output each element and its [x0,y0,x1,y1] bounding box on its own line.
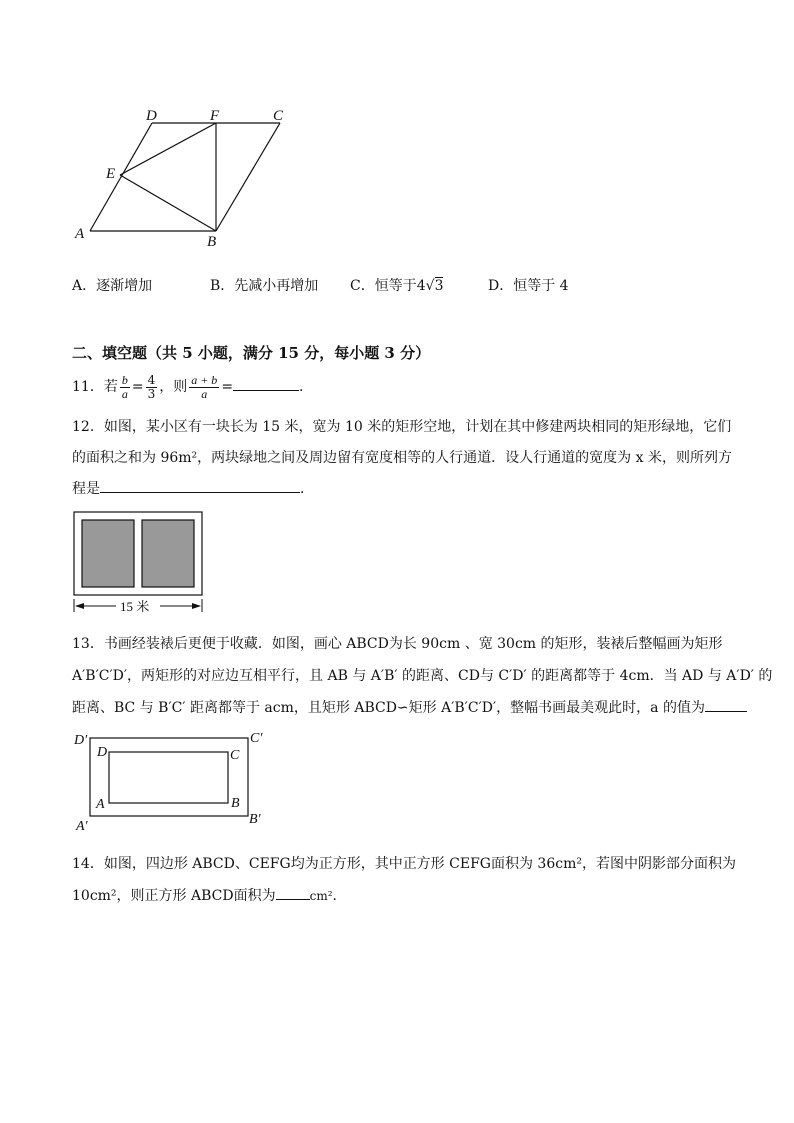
q13-line2: A′B′C′D′，两矩形的对应边互相平行，且 AB 与 A′B′ 的距离、CD与 C′D′ 的距离都等于 4cm．当 AD 与 A′D′ 的 [72,668,773,684]
choice-b: B．先减小再增加 [210,278,319,294]
choice-c-prefix: C．恒等于 [350,278,417,294]
sqrt-symbol: √ [425,278,435,294]
label-A-inner: A [96,797,105,812]
q14-line2 [72,885,347,905]
q12-line3-prefix: 程是 [72,481,100,497]
q11-frac2-num: 4 [147,372,156,387]
q11-number: 11．若 [72,379,118,395]
q13-answer-blank[interactable] [705,711,747,712]
label-Bp: B′ [249,812,261,827]
choice-d: D．恒等于 4 [488,278,569,294]
q11-answer-blank[interactable] [233,390,299,391]
parallelogram-figure [70,100,300,260]
label-F: F [210,108,220,124]
q12-line1: 12．如图，某小区有一块长为 15 米，宽为 10 米的矩形空地，计划在其中修建两块相同的矩形绿地，它们 [72,419,732,435]
q11-frac3-num: a + b [191,372,218,387]
q11-frac-ab-over-a [189,374,219,401]
green-plot-right [142,520,194,587]
label-C-inner: C [230,748,240,763]
q12-dimension-label: 15 米 [120,599,150,614]
label-D-inner: D [97,745,108,760]
q14-answer-blank[interactable] [276,899,310,900]
q11-frac3-den: a [201,386,208,401]
label-D: D [146,108,157,124]
q14-line1: 14．如图，四边形 ABCD、CEFG均为正方形，其中正方形 CEFG面积为 36cm²，若图中阴影部分面积为 [72,856,736,872]
q11-end: . [299,379,304,395]
choice-c-value: 4 [416,278,426,294]
q11-mid: ，则 [159,379,188,395]
q13-figure [70,728,280,833]
choice-c [350,275,443,295]
q11-frac1-num: b [121,372,128,387]
q13-line1: 13．书画经装裱后更便于收藏．如图，画心 ABCD为长 90cm 、宽 30cm 的矩形，装裱后整幅画为矩形 [72,636,723,652]
label-A: A [75,226,85,242]
green-plot-left [82,520,134,587]
label-Cp: C′ [250,731,263,746]
section-heading: 二、填空题（共 5 小题，满分 15 分，每小题 3 分） [72,344,431,362]
label-E: E [106,166,116,182]
choice-a: A．逐渐增加 [72,278,153,294]
q11-frac-4-over-3 [146,374,158,401]
question-11 [72,372,304,402]
q12-answer-blank[interactable] [100,492,300,493]
q14-unit: cm² [309,889,333,903]
q11-frac2-den: 3 [147,386,156,401]
q13-line3-text: 距离、BC 与 B′C′ 距离都等于 acm，且矩形 ABCD∽矩形 A′B′C′D′，整幅书画最美观此时，a 的值为 [72,700,705,716]
choice-c-root: 3 [434,278,444,294]
q11-frac1-den: a [121,386,128,401]
q12-figure [72,510,207,615]
q13-line3 [72,697,747,717]
q12-line2: 的面积之和为 96m²，两块绿地之间及周边留有宽度相等的人行通道．设人行通道的宽度为 x 米，则所列方 [72,450,732,466]
label-Ap: A′ [76,819,88,833]
q14-line2-prefix: 10cm²，则正方形 ABCD面积为 [72,888,276,904]
label-B-inner: B [231,796,240,811]
label-C: C [273,108,284,124]
q12-line3-end: ． [300,481,314,497]
q11-frac-b-over-a [120,374,130,401]
q11-eq: = [131,379,144,395]
label-Dp: D′ [74,733,88,748]
q11-eq2: = [221,379,234,395]
label-B: B [207,234,217,250]
q12-line3 [72,478,314,498]
q14-line2-end: ． [332,888,347,904]
